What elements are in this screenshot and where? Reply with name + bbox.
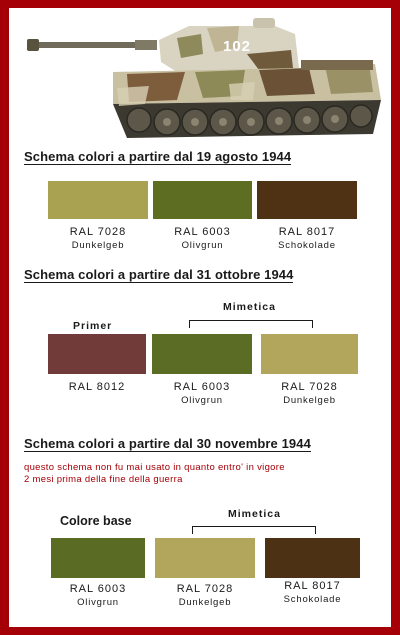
panther-tank-illustration [9,8,391,148]
color-label [261,381,358,407]
color-name: Olivgrun [77,597,119,608]
color-code: RAL 6003 [69,583,127,595]
swatch-ral-6003 [152,334,252,374]
section-title-19-agosto: Schema colori a partire dal 19 agosto 1944 [24,149,292,164]
color-name: Dunkelgeb [71,240,125,251]
turret-number: 102 [223,38,252,55]
swatch-ral-7028 [155,538,255,578]
color-code: RAL 8012 [68,381,126,393]
color-label [153,226,252,252]
mimetica-label: Mimetica [228,508,281,520]
color-name: Dunkelgeb [283,395,336,406]
swatch-ral-8012 [48,334,146,374]
colore-base-label: Colore base [60,514,132,528]
color-name: Olivgrun [181,240,224,251]
note-line-1: questo schema non fu mai usato in quanto entro' in vigore [24,462,285,473]
section-title-30-novembre: Schema colori a partire dal 30 novembre 1944 [24,436,311,451]
color-label [155,583,255,609]
content-panel [9,8,391,627]
color-label [152,381,252,407]
swatch-ral-6003 [51,538,145,578]
color-name: Schokolade [283,594,342,605]
color-code: RAL 7028 [69,226,127,238]
swatch-ral-6003 [153,181,252,219]
color-label [257,226,357,252]
swatch-ral-8017 [265,538,360,578]
color-name: Schokolade [278,240,336,251]
mimetica-bracket [189,320,313,328]
color-code: RAL 6003 [174,226,231,238]
swatch-ral-8017 [257,181,357,219]
color-code: RAL 7028 [281,381,338,393]
section-title-31-ottobre: Schema colori a partire dal 31 ottobre 1944 [24,267,294,282]
color-name: Dunkelgeb [178,597,232,608]
color-label [51,583,145,609]
color-code: RAL 8017 [284,580,341,592]
mimetica-bracket [192,526,316,534]
note-line-2: 2 mesi prima della fine della guerra [24,474,183,485]
color-label [48,381,146,394]
swatch-ral-7028 [261,334,358,374]
mimetica-label: Mimetica [223,301,276,313]
primer-label: Primer [73,320,113,332]
color-label [265,580,360,606]
color-label [48,226,148,252]
color-code: RAL 6003 [173,381,231,393]
color-code: RAL 7028 [176,583,234,595]
color-code: RAL 8017 [278,226,336,238]
swatch-ral-7028 [48,181,148,219]
color-name: Olivgrun [181,395,223,406]
